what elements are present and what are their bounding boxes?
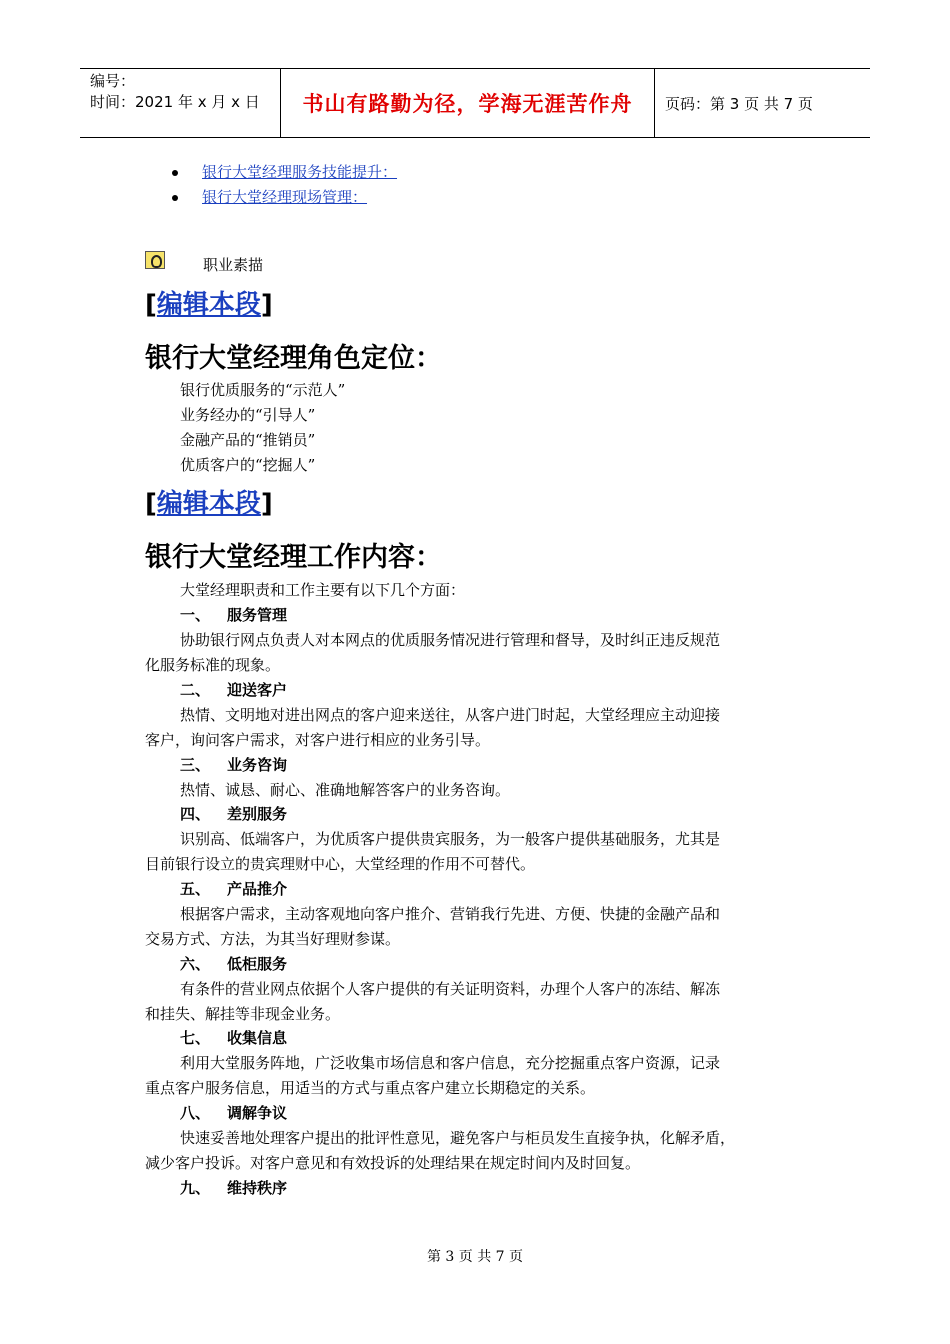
section-text: 识别高、低端客户，为优质客户提供贵宾服务，为一般客户提供基础服务，尤其是 bbox=[180, 830, 721, 848]
toc-link-management[interactable]: 银行大堂经理现场管理： bbox=[202, 188, 368, 206]
page-label: 页码：第 3 页 共 7 页 bbox=[665, 94, 813, 113]
header-meta-cell bbox=[80, 69, 281, 137]
toc-link-skills[interactable]: 银行大堂经理服务技能提升： bbox=[202, 163, 398, 181]
edit-section-link-1 bbox=[145, 284, 273, 321]
section-text: 减少客户投诉。对客户意见和有效投诉的处理结果在规定时间内及时回复。 bbox=[145, 1154, 641, 1172]
bracket-close: ] bbox=[260, 489, 273, 519]
bullet-icon bbox=[172, 170, 178, 176]
image-caption: 职业素描 bbox=[203, 256, 264, 274]
section-title: 六、 低柜服务 bbox=[180, 955, 288, 973]
page-header bbox=[80, 68, 870, 138]
section-text: 热情、文明地对进出网点的客户迎来送往，从客户进门时起，大堂经理应主动迎接 bbox=[180, 706, 721, 724]
work-intro: 大堂经理职责和工作主要有以下几个方面： bbox=[180, 581, 466, 599]
section-text: 有条件的营业网点依据个人客户提供的有关证明资料，办理个人客户的冻结、解冻 bbox=[180, 980, 721, 998]
motto: 书山有路勤为径，学海无涯苦作舟 bbox=[302, 91, 633, 116]
section-title: 三、 业务咨询 bbox=[180, 756, 288, 774]
role-item: 金融产品的“推销员” bbox=[180, 431, 316, 449]
edit-section-link-2 bbox=[145, 483, 273, 520]
edit-section-button[interactable]: 编辑本段 bbox=[156, 290, 261, 320]
section-text: 重点客户服务信息，用适当的方式与重点客户建立长期稳定的关系。 bbox=[145, 1079, 596, 1097]
bullet-icon bbox=[172, 195, 178, 201]
edit-section-button[interactable]: 编辑本段 bbox=[156, 489, 261, 519]
number-label: 编号： bbox=[90, 72, 136, 90]
bracket-open: [ bbox=[145, 290, 157, 320]
section-text: 根据客户需求，主动客观地向客户推介、营销我行先进、方便、快捷的金融产品和 bbox=[180, 905, 721, 923]
role-item: 银行优质服务的“示范人” bbox=[180, 381, 346, 399]
section-title: 五、 产品推介 bbox=[180, 880, 288, 898]
time-label: 时间：2021 年 x 月 x 日 bbox=[90, 93, 260, 111]
broken-image-icon bbox=[145, 251, 165, 269]
section-title: 一、 服务管理 bbox=[180, 606, 288, 624]
section-text: 客户，询问客户需求，对客户进行相应的业务引导。 bbox=[145, 731, 491, 749]
section-text: 交易方式、方法，为其当好理财参谋。 bbox=[145, 930, 401, 948]
bracket-close: ] bbox=[260, 290, 273, 320]
section-text: 目前银行设立的贵宾理财中心，大堂经理的作用不可替代。 bbox=[145, 855, 536, 873]
role-item: 业务经办的“引导人” bbox=[180, 406, 316, 424]
work-heading: 银行大堂经理工作内容： bbox=[145, 542, 442, 573]
section-title: 八、 调解争议 bbox=[180, 1104, 288, 1122]
section-text: 快速妥善地处理客户提出的批评性意见，避免客户与柜员发生直接争执，化解矛盾， bbox=[180, 1129, 736, 1147]
section-title: 二、 迎送客户 bbox=[180, 681, 288, 699]
page-footer: 第 3 页 共 7 页 bbox=[426, 1249, 524, 1265]
section-text: 协助银行网点负责人对本网点的优质服务情况进行管理和督导，及时纠正违反规范 bbox=[180, 631, 721, 649]
section-text: 利用大堂服务阵地，广泛收集市场信息和客户信息，充分挖掘重点客户资源，记录 bbox=[180, 1054, 721, 1072]
section-title: 七、 收集信息 bbox=[180, 1029, 288, 1047]
role-item: 优质客户的“挖掘人” bbox=[180, 456, 316, 474]
section-title: 九、 维持秩序 bbox=[180, 1179, 288, 1197]
section-text: 化服务标准的现象。 bbox=[145, 656, 281, 674]
header-motto-cell bbox=[281, 69, 655, 137]
role-heading: 银行大堂经理角色定位： bbox=[145, 343, 442, 374]
header-page-cell bbox=[655, 69, 870, 137]
section-text: 热情、诚恳、耐心、准确地解答客户的业务咨询。 bbox=[180, 781, 511, 799]
bracket-open: [ bbox=[145, 489, 157, 519]
section-text: 和挂失、解挂等非现金业务。 bbox=[145, 1005, 341, 1023]
section-title: 四、 差别服务 bbox=[180, 805, 288, 823]
